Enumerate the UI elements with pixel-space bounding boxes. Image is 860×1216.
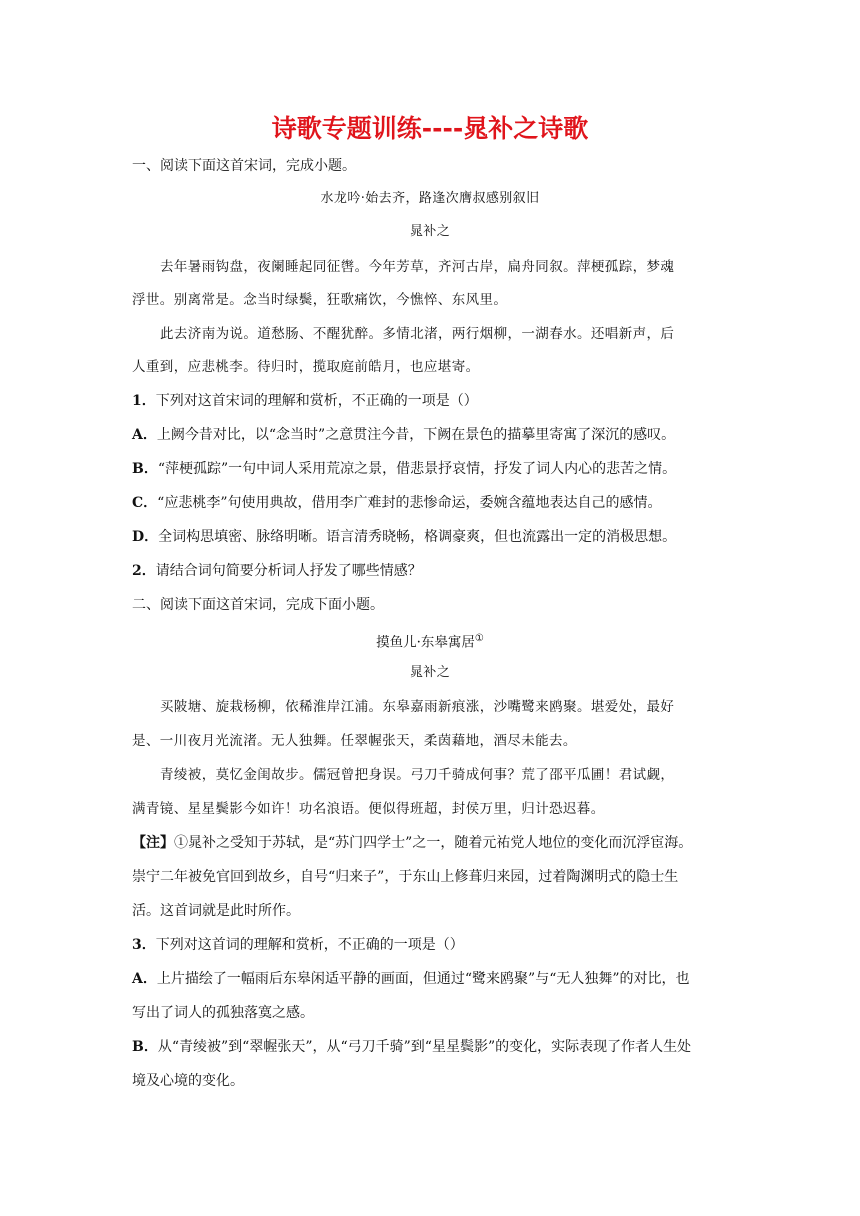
question-1	[132, 391, 744, 411]
question-1-text: 下列对这首宋词的理解和赏析，不正确的一项是（）	[155, 393, 478, 409]
poem-2-author: 晁补之	[409, 665, 451, 680]
option-text: 上阙今昔对比，以“念当时”之意贯注今昔，下阙在景色的描摹里寄寓了深沉的感叹。	[156, 427, 676, 443]
option-text: 全词构思填密、脉络明晰。语言清秀晓畅，格调豪爽，但也流露出一定的消极思想。	[158, 529, 677, 545]
poem-2-title	[132, 629, 728, 653]
poem-1-author: 晁补之	[409, 224, 451, 239]
question-2	[132, 561, 744, 581]
option-label: C．	[132, 495, 158, 511]
question-1-option-b	[132, 459, 744, 479]
question-1-option-c	[132, 493, 744, 513]
poem-2-paragraph-2-line-1: 青绫被，莫忆金闺故步。儒冠曾把身误。弓刀千骑成何事？荒了邵平瓜圃！君试觑，	[160, 767, 675, 783]
option-label: A．	[132, 971, 157, 987]
footnote-marker: ①	[474, 633, 484, 644]
question-2-text: 请结合词句简要分析词人抒发了哪些情感？	[155, 563, 422, 579]
question-2-number: 2．	[132, 563, 156, 579]
annotation-text: ①晁补之受知于苏轼，是“苏门四学士”之一，随着元祐党人地位的变化而沉浮宦海。	[174, 835, 693, 851]
option-text: 上片描绘了一幅雨后东皋闲适平静的画面，但通过“鹭来鸥聚”与“无人独舞”的对比，也	[156, 971, 690, 987]
section-2-heading: 二、阅读下面这首宋词，完成下面小题。	[132, 597, 384, 613]
question-3-number: 3．	[132, 937, 156, 953]
option-label: A．	[132, 427, 157, 443]
poem-2-paragraph-2-line-2: 满青镜、星星鬓影今如许！功名浪语。便似得班超，封侯万里，归计恐迟暮。	[132, 801, 605, 817]
poem-1-paragraph-2-line-2: 人重到，应悲桃李。待归时，揽取庭前皓月，也应堪寄。	[132, 359, 480, 375]
annotation-line-3: 活。这首词就是此时所作。	[132, 903, 300, 919]
page-title: 诗歌专题训练----晁补之诗歌	[271, 114, 589, 143]
poem-2-paragraph-1-line-2: 是、一川夜月光流渚。无人独舞。任翠幄张天，柔茵藉地，酒尽未能去。	[132, 733, 577, 749]
annotation-line-2: 崇宁二年被免官回到故乡，自号“归来子”，于东山上修葺归来园，过着陶渊明式的隐士生	[132, 869, 679, 885]
question-1-number: 1．	[132, 393, 156, 409]
question-3-option-a	[132, 969, 744, 989]
question-1-option-d	[132, 527, 744, 547]
poem-2-paragraph-1-line-1: 买陂塘、旋栽杨柳，依稀淮岸江浦。东皋嘉雨新痕涨，沙嘴鹭来鸥聚。堪爱处，最好	[160, 699, 675, 715]
poem-1-paragraph-1-line-2: 浮世。别离常是。念当时绿鬓，狂歌痛饮，今憔悴、东风里。	[132, 292, 508, 308]
question-3-option-a-line-2: 写出了词人的孤独落寞之感。	[132, 1005, 314, 1021]
option-text: 从“青绫被”到“翠幄张天”，从“弓刀千骑”到“星星鬓影”的变化，实际表现了作者人生处	[157, 1039, 692, 1055]
question-3-option-b	[132, 1037, 744, 1057]
option-label: B．	[132, 1039, 158, 1055]
option-label: D．	[132, 529, 159, 545]
poem-1-paragraph-2-line-1: 此去济南为说。道愁肠、不醒犹醉。多情北渚，两行烟柳，一湖春水。还唱新声，后	[160, 326, 675, 342]
question-3	[132, 935, 744, 955]
question-3-option-b-line-2: 境及心境的变化。	[132, 1073, 244, 1089]
option-text: “萍梗孤踪”一句中词人采用荒凉之景，借悲景抒哀情，抒发了词人内心的悲苦之情。	[157, 461, 677, 477]
question-3-text: 下列对这首词的理解和赏析，不正确的一项是（）	[155, 937, 464, 953]
option-text: “应悲桃李”句使用典故，借用李广难封的悲惨命运，委婉含蕴地表达自己的感情。	[157, 495, 662, 511]
section-1-heading: 一、阅读下面这首宋词，完成小题。	[132, 158, 356, 174]
annotation-line-1	[132, 833, 744, 853]
poem-1-paragraph-1-line-1: 去年暑雨钩盘，夜阑睡起同征辔。今年芳草，齐河古岸，扁舟同叙。萍梗孤踪，梦魂	[160, 259, 675, 275]
question-1-option-a	[132, 425, 744, 445]
poem-2-title-text: 摸鱼儿·东皋寓居	[376, 634, 475, 651]
option-label: B．	[132, 461, 158, 477]
annotation-label: 【注】	[132, 835, 174, 851]
poem-1-title: 水龙吟·始去齐，路逢次膺叔感别叙旧	[320, 191, 540, 206]
